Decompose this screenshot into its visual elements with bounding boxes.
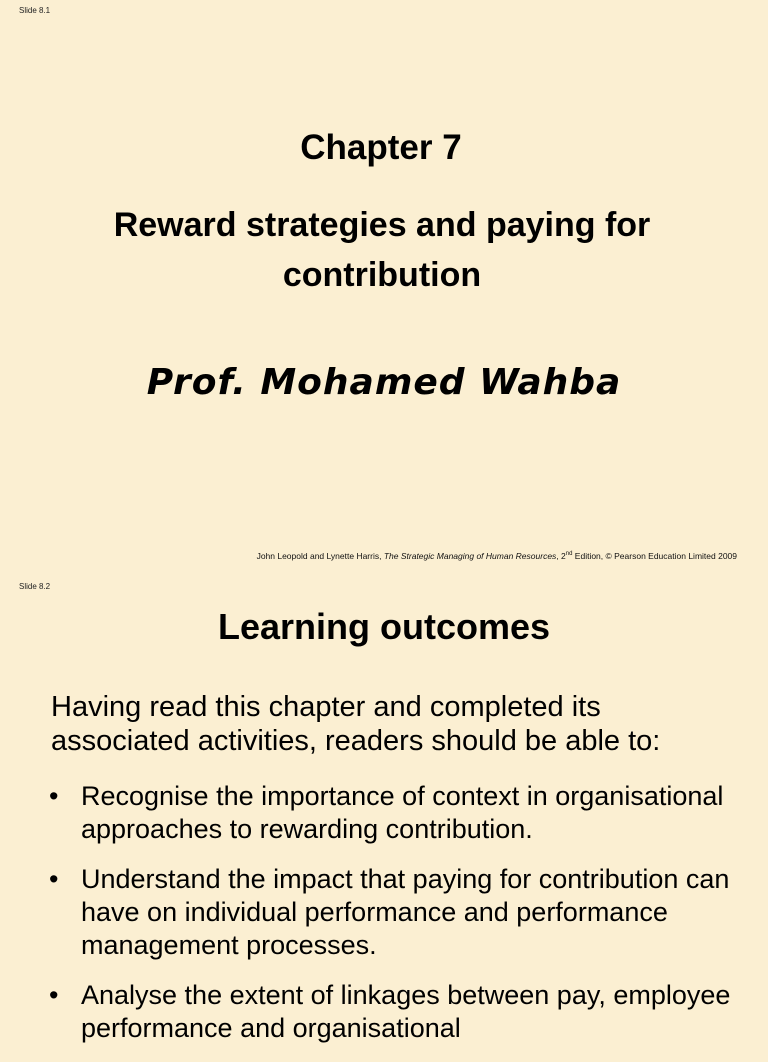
footer-book-title: The Strategic Managing of Human Resources — [383, 551, 557, 561]
slide-number: Slide 8.2 — [19, 582, 51, 591]
slide-2 — [0, 576, 768, 1043]
list-item-text: Recognise the importance of context in organisational approaches to rewarding contribution. — [81, 781, 724, 844]
chapter-heading: Chapter 7 — [300, 128, 462, 167]
slide-title: Learning outcomes — [217, 606, 551, 647]
list-item — [47, 780, 737, 846]
list-item — [47, 979, 737, 1045]
footer-edition-number: , 2 — [556, 551, 566, 561]
list-item — [47, 863, 737, 962]
footer-authors: John Leopold and Lynette Harris, — [256, 551, 384, 561]
bullet-icon: • — [49, 781, 59, 811]
slide-number: Slide 8.1 — [19, 6, 51, 15]
list-item-text: Analyse the extent of linkages between pay, employee performance and organisational — [81, 980, 731, 1043]
learning-outcomes-list — [47, 780, 737, 1062]
intro-text: Having read this chapter and completed its associated activities, readers should be able to: — [51, 691, 661, 757]
copyright-footer — [257, 551, 737, 561]
chapter-title: Reward strategies and paying for contribution — [113, 206, 651, 294]
list-item-text: Understand the impact that paying for contribution can have on individual performance and performance management processes. — [81, 864, 730, 960]
footer-edition-suffix: nd — [565, 551, 573, 558]
author-name: Prof. Mohamed Wahba — [146, 362, 622, 403]
footer-copyright: Edition, © Pearson Education Limited 2009 — [572, 551, 737, 561]
bullet-icon: • — [49, 980, 59, 1010]
bullet-icon: • — [49, 864, 59, 894]
